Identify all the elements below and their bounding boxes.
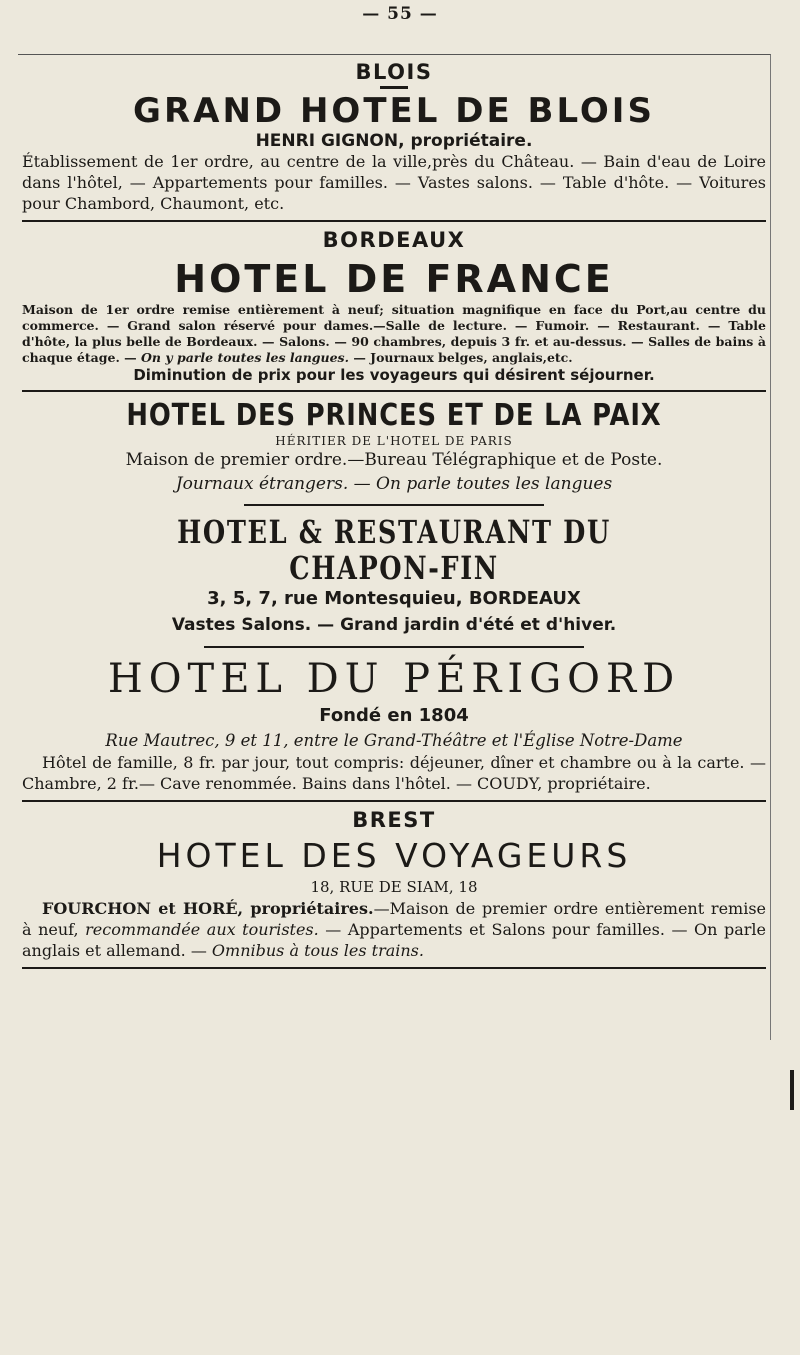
hotel-description xyxy=(22,898,766,961)
hotel-description xyxy=(22,302,766,366)
hotel-description: Établissement de 1er ordre, au centre de la ville,près du Château. — Bain d'eau de Loire dans l'hôtel, — Appartements pour familles. — Vastes salons. — Table d'hôte. — Voitures pour Chambord, Chaumont, etc. xyxy=(22,152,766,213)
hotel-name-hotel-des-princes: HOTEL DES PRINCES ET DE LA PAIX xyxy=(126,398,662,433)
hotel-name-grand-hotel-de-blois: GRAND HOTEL DE BLOIS xyxy=(133,91,655,131)
brest-section xyxy=(22,808,766,961)
margin-mark xyxy=(790,1070,794,1110)
address-line: Rue Mautrec, 9 et 11, entre le Grand-Théâtre et l'Église Notre-Dame xyxy=(105,731,683,750)
city-heading-bordeaux: BORDEAUX xyxy=(322,228,466,252)
divider xyxy=(380,86,408,89)
hotel-name-hotel-de-france: HOTEL DE FRANCE xyxy=(174,257,614,301)
divider xyxy=(22,220,766,222)
divider xyxy=(204,646,584,648)
hotel-name-hotel-des-voyageurs: HOTEL DES VOYAGEURS xyxy=(156,836,632,875)
blois-section xyxy=(22,60,766,214)
owners-line: FOURCHON et HORÉ, propriétaires. xyxy=(42,899,374,918)
perigord-section xyxy=(22,656,766,794)
founded-line: Fondé en 1804 xyxy=(319,705,469,726)
hotel-description: Hôtel de famille, 8 fr. par jour, tout compris: déjeuner, dîner et chambre ou à la carte. — Chambre, 2 fr.— Cave renommée. Bains dans l'hôtel. — COUDY, propriétaire. xyxy=(22,753,766,793)
price-notice: Diminution de prix pour les voyageurs qui désirent séjourner. xyxy=(133,366,655,384)
address-line: 3, 5, 7, rue Montesquieu, BORDEAUX xyxy=(207,588,581,609)
tourists-note: recommandée aux touristes. xyxy=(85,920,319,939)
divider xyxy=(22,800,766,802)
divider xyxy=(22,967,766,969)
address-line: 18, RUE DE SIAM, 18 xyxy=(310,878,478,896)
princes-section xyxy=(22,398,766,496)
description-text-2: — Appartements et Salons pour familles. — On parle anglais et allemand. — xyxy=(22,920,767,960)
divider xyxy=(244,504,544,506)
owner-line: HENRI GIGNON, propriétaire. xyxy=(255,131,533,151)
description-line-italic: Journaux étrangers. — On parle toutes les langues xyxy=(175,474,613,494)
omnibus-note: Omnibus à tous les trains. xyxy=(211,941,424,960)
hotel-name-hotel-du-perigord: HOTEL DU PÉRIGORD xyxy=(107,656,681,702)
divider xyxy=(22,390,766,392)
description-text: —Maison de premier ordre entièrement remise à neuf, xyxy=(22,899,767,939)
newspapers-note: — Journaux belges, anglais,etc. xyxy=(353,350,573,365)
city-heading-brest: BREST xyxy=(352,808,436,832)
subtitle: HÉRITIER DE L'HOTEL DE PARIS xyxy=(275,434,513,448)
chapon-fin-section xyxy=(22,514,766,638)
bordeaux-section xyxy=(22,228,766,384)
description-line: Vastes Salons. — Grand jardin d'été et d'hiver. xyxy=(171,615,617,635)
description-line: Maison de premier ordre.—Bureau Télégraphique et de Poste. xyxy=(125,450,663,470)
hotel-name-chapon-fin: HOTEL & RESTAURANT DU CHAPON-FIN xyxy=(177,513,611,587)
description-text: Maison de 1er ordre remise entièrement à neuf; situation magnifique en face du Port,au centre du commerce. — Grand salon réservé pour dames.—Salle de lecture. — Fumoir. — Restaurant. — Table d'hôte, la plus belle de Bordeaux. — Salons. — 90 chambres, depuis 3 fr. et au-dessus. — Salles de bains à chaque étage. — xyxy=(22,302,766,365)
languages-note: On y parle toutes les langues. xyxy=(141,350,349,365)
advertisements xyxy=(22,56,766,975)
page-number: — 55 — xyxy=(362,4,438,24)
city-heading-blois: BLOIS xyxy=(355,60,433,84)
